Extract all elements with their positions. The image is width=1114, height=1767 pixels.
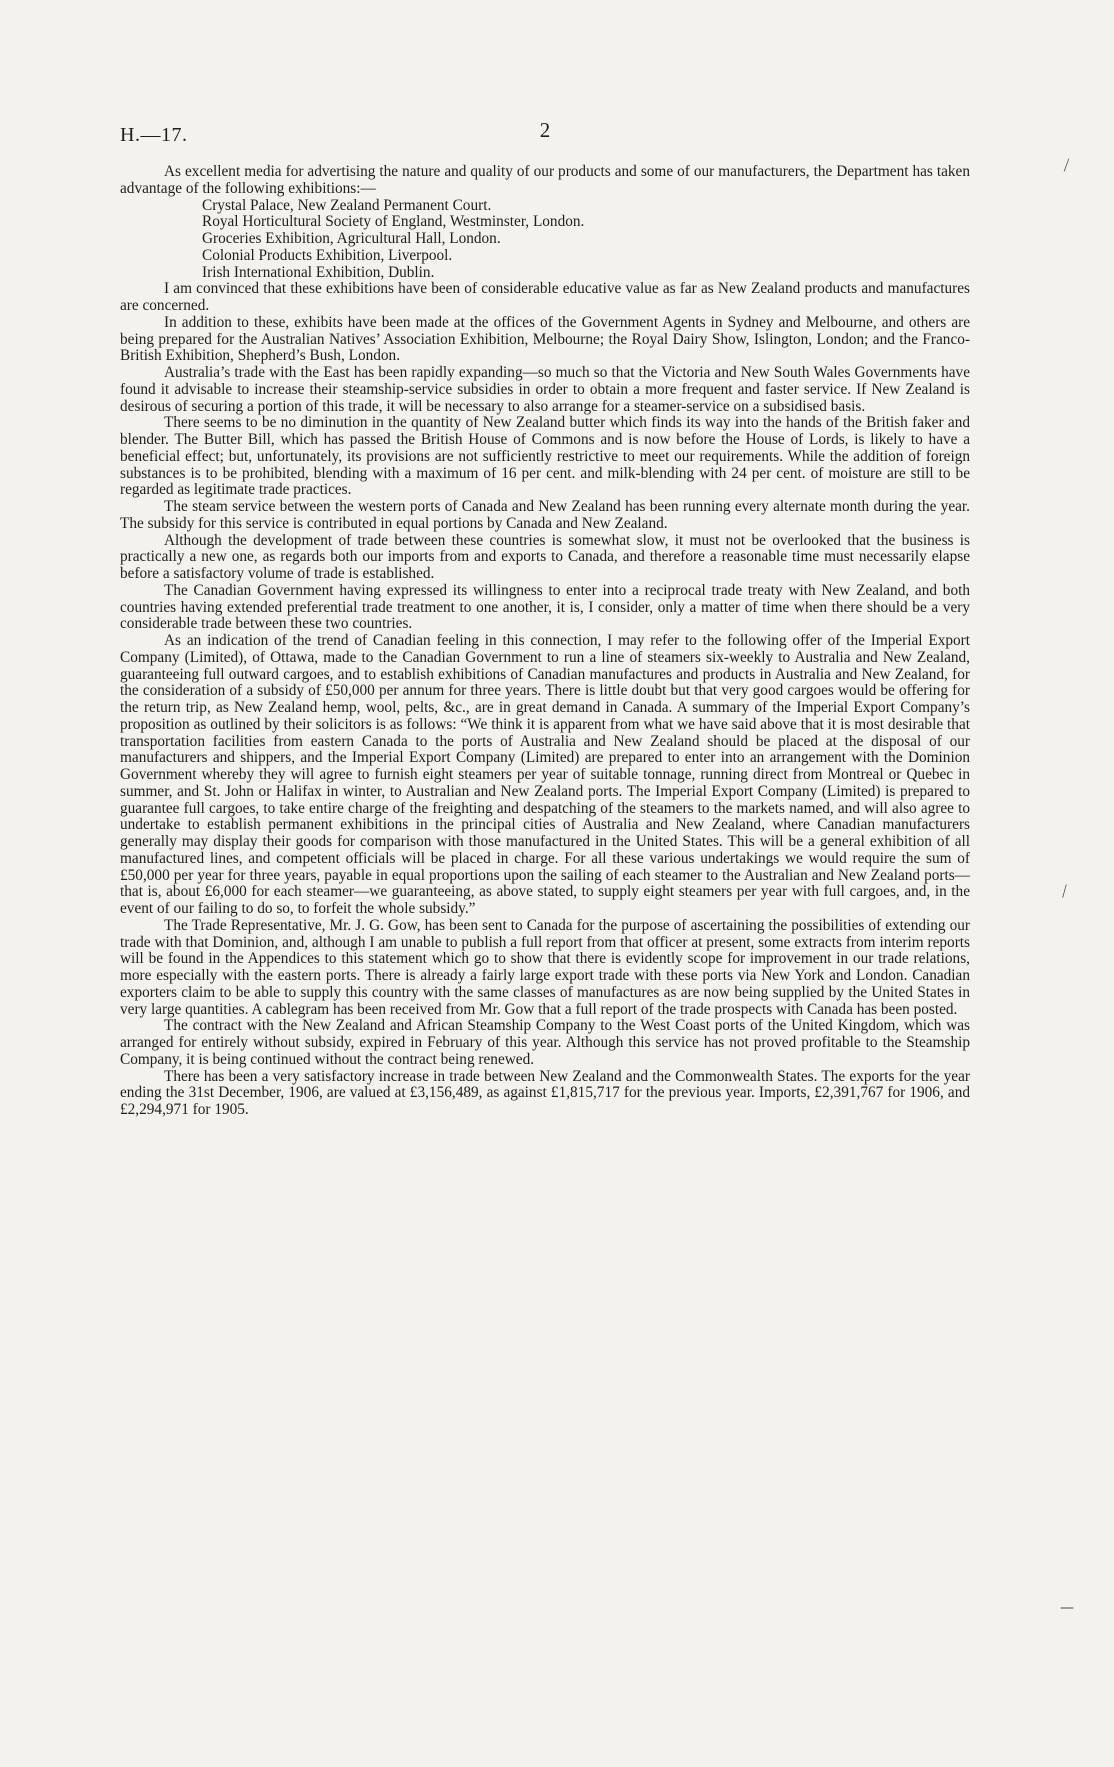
paragraph-butter: There seems to be no diminution in the quantity of New Zealand butter which finds its way into the hands of the British faker and blender. The Butter Bill, which has passed the British House of Commons and is now before the House of Lords, is likely to have a beneficial effect; but, unfortunately, its provisions are not sufficiently restrictive to meet our requirements. While the addition of foreign substances is to be prohibited, blending with a maximum of 16 per cent. and milk-blending with 24 per cent. of moisture are still to be regarded as legitimate trade practices. xyxy=(120,414,970,499)
document-page xyxy=(120,118,970,1728)
paragraph-educative-value: I am convinced that these exhibitions have been of considerable educative value as far as New Zealand products and manufactures are concerned. xyxy=(120,280,970,314)
page-number: 2 xyxy=(539,118,551,142)
paragraph-steamship-contract: The contract with the New Zealand and African Steamship Company to the West Coast ports of the United Kingdom, which was arranged for entirely without subsidy, expired in February of this year. Although this service has not proved profitable to the Steamship Company, it is being continued without the contract being renewed. xyxy=(120,1017,970,1068)
paragraph-east-trade: Australia’s trade with the East has been rapidly expanding—so much so that the Victoria and New South Wales Governments have found it advisable to increase their steamship-service subsidies in order to obtain a more frequent and faster service. If New Zealand is desirous of securing a portion of this trade, it will be necessary to also arrange for a steamer-service on a subsidised basis. xyxy=(120,364,970,415)
exhibition-item: Irish International Exhibition, Dublin. xyxy=(202,263,435,281)
paragraph-steam-service: The steam service between the western ports of Canada and New Zealand has been running every alternate month during the year. The subsidy for this service is contributed in equal portions by Canada and New Zealand. xyxy=(120,498,970,532)
body-text xyxy=(120,164,970,1119)
exhibition-item: Colonial Products Exhibition, Liverpool. xyxy=(202,246,453,264)
document-id: H.—17. xyxy=(120,124,188,146)
margin-mark-top: ⟋ xyxy=(1059,156,1075,176)
paragraph-trade-development: Although the development of trade between these countries is somewhat slow, it must not be overlooked that the business is practically a new one, as regards both our imports from and exports to Canada, and therefore a reasonable time must necessarily elapse before a satisfactory volume of trade is established. xyxy=(120,531,970,582)
margin-mark-bottom: — xyxy=(1060,1600,1074,1616)
margin-mark-middle: ⟋ xyxy=(1057,882,1073,902)
exhibitions-list xyxy=(202,198,970,282)
paragraph-agents-exhibits: In addition to these, exhibits have been made at the offices of the Government Agents in Sydney and Melbourne, and others are being prepared for the Australian Natives’ Association Exhibition, Melbourne; the Royal Dairy Show, Islington, London; and the Franco-British Exhibition, Shepherd’s Bush, London. xyxy=(120,313,970,365)
page-header xyxy=(120,118,970,158)
paragraph-exhibitions-intro: As excellent media for advertising the nature and quality of our products and some of our manufacturers, the Department has taken advantage of the following exhibitions:— xyxy=(120,163,970,197)
paragraph-commonwealth-trade: There has been a very satisfactory increase in trade between New Zealand and the Commonwealth States. The exports for the year ending the 31st December, 1906, are valued at £3,156,489, as against £1,815,717 for the previous year. Imports, £2,391,767 for 1906, and £2,294,971 for 1905. xyxy=(120,1067,970,1118)
exhibition-item: Groceries Exhibition, Agricultural Hall, London. xyxy=(202,230,501,247)
paragraph-reciprocal-treaty: The Canadian Government having expressed its willingness to enter into a reciprocal trade treaty with New Zealand, and both countries having extended preferential trade treatment to one another, it is, I consider, only a matter of time when there should be a very considerable trade between these two countries. xyxy=(120,581,970,633)
exhibition-item: Royal Horticultural Society of England, Westminster, London. xyxy=(202,213,585,231)
paragraph-trade-representative: The Trade Representative, Mr. J. G. Gow, has been sent to Canada for the purpose of ascertaining the possibilities of extending our trade with that Dominion, and, although I am unable to publish a full report from that officer at present, some extracts from interim reports will be found in the Appendices to this statement which go to show that there is evidently scope for improvement in our trade relations, more especially with the eastern ports. There is already a fairly large export trade with these ports via New York and London. Canadian exporters claim to be able to supply this country with the same classes of manufactures as are now being supplied by the United States in very large quantities. A cablegram has been received from Mr. Gow that a full report of the trade prospects with Canada has been posted. xyxy=(120,916,970,1018)
exhibition-item: Crystal Palace, New Zealand Permanent Court. xyxy=(202,196,492,214)
paragraph-imperial-export: As an indication of the trend of Canadian feeling in this connection, I may refer to the following offer of the Imperial Export Company (Limited), of Ottawa, made to the Canadian Government to run a line of steamers six-weekly to Australia and New Zealand, guaranteeing full outward cargoes, and to establish exhibitions of Canadian manufactures and products in Australia and New Zealand, for the consideration of a subsidy of £50,000 per annum for three years. There is little doubt but that very good cargoes would be offering for the return trip, as New Zealand hemp, wool, pelts, &c., are in great demand in Canada. A summary of the Imperial Export Company’s proposition as outlined by their solicitors is as follows: “We think it is apparent from what we have said above that it is most desirable that transportation facilities from eastern Canada to the ports of Australia and New Zealand should be placed at the disposal of our manufacturers and shippers, and the Imperial Export Company (Limited) are prepared to enter into an arrangement with the Dominion Government whereby they will agree to furnish eight steamers per year of suitable tonnage, running direct from Montreal or Quebec in summer, and St. John or Halifax in winter, to Australian and New Zealand ports. The Imperial Export Company (Limited) is prepared to guarantee full cargoes, to take entire charge of the freighting and despatching of the steamers to the markets named, and will also agree to undertake to establish permanent exhibitions in the principal cities of Australia and New Zealand, where Canadian manufacturers generally may display their goods for comparison with those manufactured in the United States. This will be a general exhibition of all manufactured lines, and competent officials will be placed in charge. For all these various undertakings we would require the sum of £50,000 per year for three years, payable in equal proportions upon the sailing of each steamer to the Australian and New Zealand ports—that is, about £6,000 for each steamer—we guaranteeing, as above stated, to supply eight steamers per year with full cargoes, and, in the event of our failing to do so, to forfeit the whole subsidy.” xyxy=(120,632,970,917)
